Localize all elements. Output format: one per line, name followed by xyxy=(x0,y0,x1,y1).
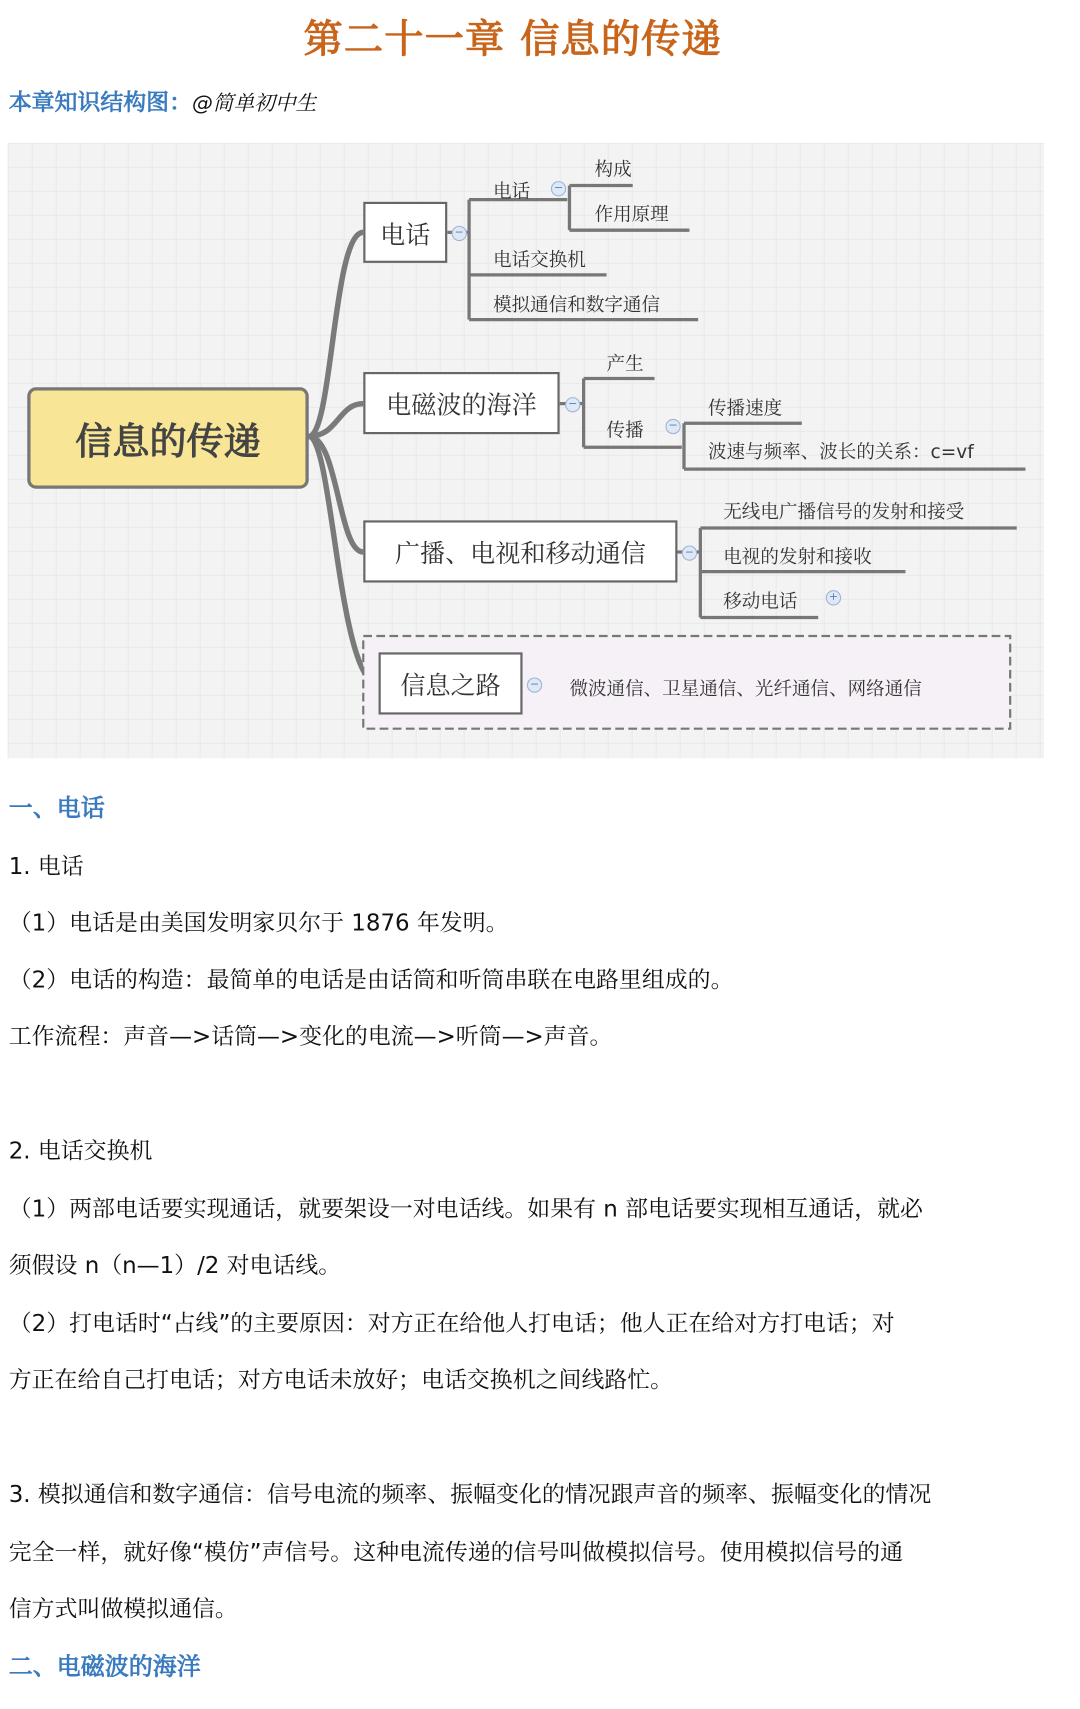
section-heading: 二、电磁波的海洋 xyxy=(8,1653,201,1682)
paragraph-line: 工作流程：声音—>话筒—>变化的电流—>听筒—>声音。 xyxy=(8,1023,613,1050)
leaf-telephone: 电话 xyxy=(493,181,531,203)
mind-map xyxy=(8,143,1044,758)
caption-label: 本章知识结构图： xyxy=(8,89,192,116)
branch-node-telephone: 电话 xyxy=(363,202,447,263)
collapse-icon[interactable]: − xyxy=(452,226,467,241)
collapse-icon[interactable]: − xyxy=(665,419,680,434)
paragraph-line: 3. 模拟通信和数字通信：信号电流的频率、振幅变化的情况跟声音的频率、振幅变化的情况 xyxy=(8,1481,932,1508)
leaf-principle: 作用原理 xyxy=(594,203,669,226)
paragraph-line: 完全一样，就好像“模仿”声信号。这种电流传递的信号叫做模拟信号。使用模拟信号的通 xyxy=(8,1539,904,1566)
branch-node-broadcast: 广播、电视和移动通信 xyxy=(363,520,677,582)
section-heading: 一、电话 xyxy=(8,795,105,823)
expand-icon[interactable]: + xyxy=(826,590,841,605)
leaf-exchange: 电话交换机 xyxy=(493,249,586,272)
paragraph-line: 方正在给自己打电话；对方电话未放好；电话交换机之间线路忙。 xyxy=(8,1366,674,1394)
leaf-generation: 产生 xyxy=(606,353,644,376)
paragraph-line: （1）电话是由美国发明家贝尔于 1876 年发明。 xyxy=(8,909,509,936)
paragraph-line: 2. 电话交换机 xyxy=(8,1137,153,1164)
paragraph-line: （2）打电话时“占线”的主要原因：对方正在给他人打电话；他人正在给对方打电话；对 xyxy=(8,1310,895,1337)
paragraph-line: 信方式叫做模拟通信。 xyxy=(8,1595,238,1623)
paragraph-line: （2）电话的构造：最简单的电话是由话筒和听筒串联在电路里组成的。 xyxy=(8,966,734,993)
branch-node-em-waves: 电磁波的海洋 xyxy=(363,372,559,434)
paragraph-line: 须假设 n（n—1）/2 对电话线。 xyxy=(8,1252,342,1279)
leaf-tv: 电视的发射和接收 xyxy=(723,546,872,569)
page-title: 第二十一章 信息的传递 xyxy=(303,17,722,63)
branch-node-info-road: 信息之路 xyxy=(379,652,523,714)
collapse-icon[interactable]: − xyxy=(527,677,542,692)
collapse-icon[interactable]: − xyxy=(551,181,566,196)
central-node: 信息的传递 xyxy=(27,387,308,488)
leaf-radio: 无线电广播信号的发射和接受 xyxy=(723,501,965,524)
paragraph-line: （1）两部电话要实现通话，就要架设一对电话线。如果有 n 部电话要实现相互通话，就必 xyxy=(8,1195,923,1222)
caption-credit: @简单初中生 xyxy=(191,91,317,116)
collapse-icon[interactable]: − xyxy=(682,545,697,560)
collapse-icon[interactable]: − xyxy=(565,397,580,412)
leaf-analog-digital: 模拟通信和数字通信 xyxy=(493,294,660,317)
leaf-mobile: 移动电话 xyxy=(723,591,798,614)
leaf-speed: 传播速度 xyxy=(707,398,783,420)
leaf-relation: 波速与频率、波长的关系：c=vf xyxy=(707,441,974,464)
leaf-comm-types: 微波通信、卫星通信、光纤通信、网络通信 xyxy=(569,678,922,701)
paragraph-line: 1. 电话 xyxy=(8,853,84,880)
leaf-composition: 构成 xyxy=(594,159,632,182)
structure-caption xyxy=(9,85,317,118)
leaf-propagation: 传播 xyxy=(606,419,644,442)
